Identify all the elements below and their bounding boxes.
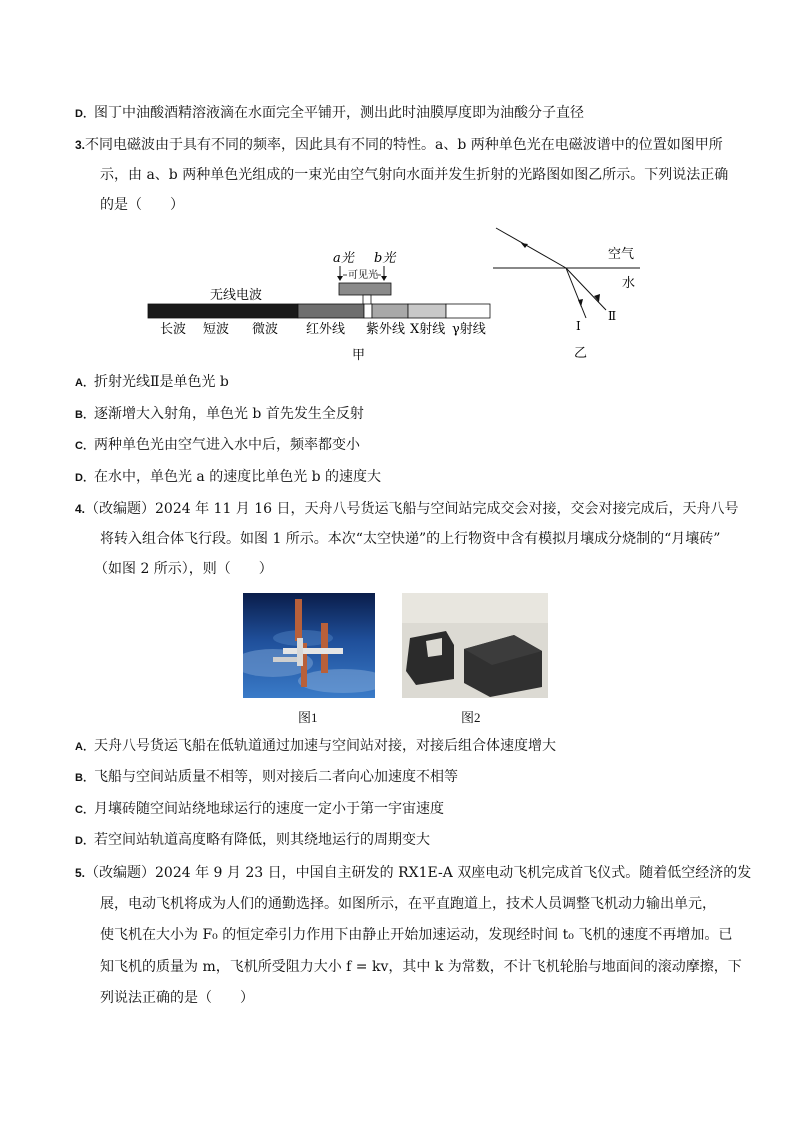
option-text: 若空间站轨道高度略有降低，则其绕地运行的周期变大 (93, 832, 430, 848)
option-text: 逐渐增大入射角，单色光 b 首先发生全反射 (93, 406, 364, 422)
option-letter: D． (75, 108, 94, 120)
option-letter: B． (75, 409, 94, 421)
q3-stem-line-3: 的是（ ） (100, 197, 184, 213)
option-text: 两种单色光由空气进入水中后，频率都变小 (93, 437, 360, 453)
lunar-brick-image (402, 593, 548, 698)
option-text: 折射光线Ⅱ是单色光 b (93, 374, 229, 390)
a-light-label: a光 (333, 251, 354, 266)
em-spectrum-figure (140, 245, 500, 365)
option-letter: A． (75, 377, 94, 389)
q5-stem-line-4: 知飞机的质量为 m，飞机所受阻力大小 f = kv，其中 k 为常数，不计飞机轮胎与地面间的滚动摩擦，下 (100, 959, 742, 975)
lunar-brick-photo (402, 593, 548, 698)
stem-text: （改编题）2024 年 11 月 16 日，天舟八号货运飞船与空间站完成交会对接，交会对接完成后，天舟八号 (85, 501, 739, 517)
air-label: 空气 (608, 247, 635, 262)
q5-stem-line-2: 展，电动飞机将成为人们的通勤选择。如图所示，在平直跑道上，技术人员调整飞机动力输出单元， (100, 896, 716, 912)
long-wave-label: 长波 (160, 322, 187, 337)
stem-text: （改编题）2024 年 9 月 23 日，中国自主研发的 RX1E-A 双座电动飞机完成首飞仪式。随着低空经济的发 (85, 865, 752, 881)
question-number: 5. (75, 866, 86, 880)
q3-option-b (75, 405, 364, 424)
q4-option-a (75, 737, 556, 756)
a-marker-arrow (337, 276, 343, 281)
radio-wave-label: 无线电波 (210, 288, 263, 303)
ray1-arrow (578, 299, 583, 307)
figure-2-caption: 图2 (461, 710, 481, 725)
microwave-label: 微波 (252, 322, 279, 337)
refracted-ray-1 (566, 268, 586, 318)
figure-yi-caption: 乙 (574, 346, 588, 361)
b-marker-arrow (381, 276, 387, 281)
visible-connector (363, 295, 371, 305)
q3-option-d (75, 468, 381, 487)
option-text: 在水中，单色光 a 的速度比单色光 b 的速度大 (93, 469, 382, 485)
b-light-label: b光 (374, 251, 396, 266)
q4-option-b (75, 768, 458, 787)
ray1-label: Ⅰ (576, 319, 581, 333)
q4-stem-line-1 (75, 500, 739, 518)
incident-ray (496, 228, 566, 268)
q5-stem-line-3: 使飞机在大小为 F₀ 的恒定牵引力作用下由静止开始加速运动，发现经时间 t₀ 飞机的速度不再增加。已 (100, 927, 733, 943)
q4-option-d (75, 831, 430, 850)
option-text: 月壤砖随空间站绕地球运行的速度一定小于第一宇宙速度 (93, 801, 444, 817)
option-letter: A． (75, 741, 94, 753)
infrared-label: 红外线 (306, 322, 346, 337)
q5-stem-line-5: 列说法正确的是（ ） (100, 990, 254, 1006)
option-letter: D． (75, 835, 94, 847)
q4-stem-line-2: 将转入组合体飞行段。如图 1 所示。本次“太空快递”的上行物资中含有模拟月壤成分烧制的“月壤砖” (100, 531, 721, 547)
figure-1-caption: 图1 (298, 710, 318, 725)
visible-light-bar (339, 283, 391, 295)
space-station-photo (243, 593, 375, 698)
stem-text: 不同电磁波由于具有不同的频率，因此具有不同的特性。a、b 两种单色光在电磁波谱中的位置如图甲所 (85, 137, 723, 153)
refracted-ray-2 (566, 268, 606, 310)
short-wave-label: 短波 (203, 322, 230, 337)
space-station-image (243, 593, 375, 698)
option-text: 天舟八号货运飞船在低轨道通过加速与空间站对接，对接后组合体速度增大 (93, 738, 556, 754)
option-text: 飞船与空间站质量不相等，则对接后二者向心加速度不相等 (93, 769, 458, 785)
ultraviolet-bar (372, 304, 408, 318)
water-label: 水 (622, 276, 636, 291)
option-letter: B． (75, 772, 94, 784)
visible-slot (364, 304, 372, 318)
q5-stem-line-1 (75, 864, 751, 882)
ray2-label: Ⅱ (608, 309, 617, 323)
figure-jia-caption: 甲 (352, 348, 366, 363)
question-number: 4. (75, 502, 86, 516)
gamma-label: γ射线 (452, 322, 486, 337)
infrared-bar (298, 304, 364, 318)
xray-bar (408, 304, 446, 318)
xray-label: X射线 (410, 322, 446, 337)
radio-wave-bar (148, 304, 298, 318)
q3-stem-line-1 (75, 136, 723, 154)
option-letter: C． (75, 440, 94, 452)
option-letter: C． (75, 804, 94, 816)
option-text: 图丁中油酸酒精溶液滴在水面完全平铺开，测出此时油膜厚度即为油酸分子直径 (93, 105, 584, 121)
q3-option-c (75, 436, 360, 455)
q4-stem-line-3: （如图 2 所示），则（ ） (94, 561, 273, 577)
option-letter: D． (75, 472, 94, 484)
question-number: 3. (75, 138, 86, 152)
refraction-figure (488, 222, 648, 362)
ultraviolet-label: 紫外线 (366, 322, 406, 337)
q3-option-a (75, 373, 229, 392)
q4-option-c (75, 800, 444, 819)
q3-stem-line-2: 示，由 a、b 两种单色光组成的一束光由空气射向水面并发生折射的光路图如图乙所示。下列说法正确 (100, 167, 729, 183)
q2-option-d (75, 104, 584, 123)
visible-label: 可见光 (348, 270, 378, 281)
gamma-bar (446, 304, 490, 318)
